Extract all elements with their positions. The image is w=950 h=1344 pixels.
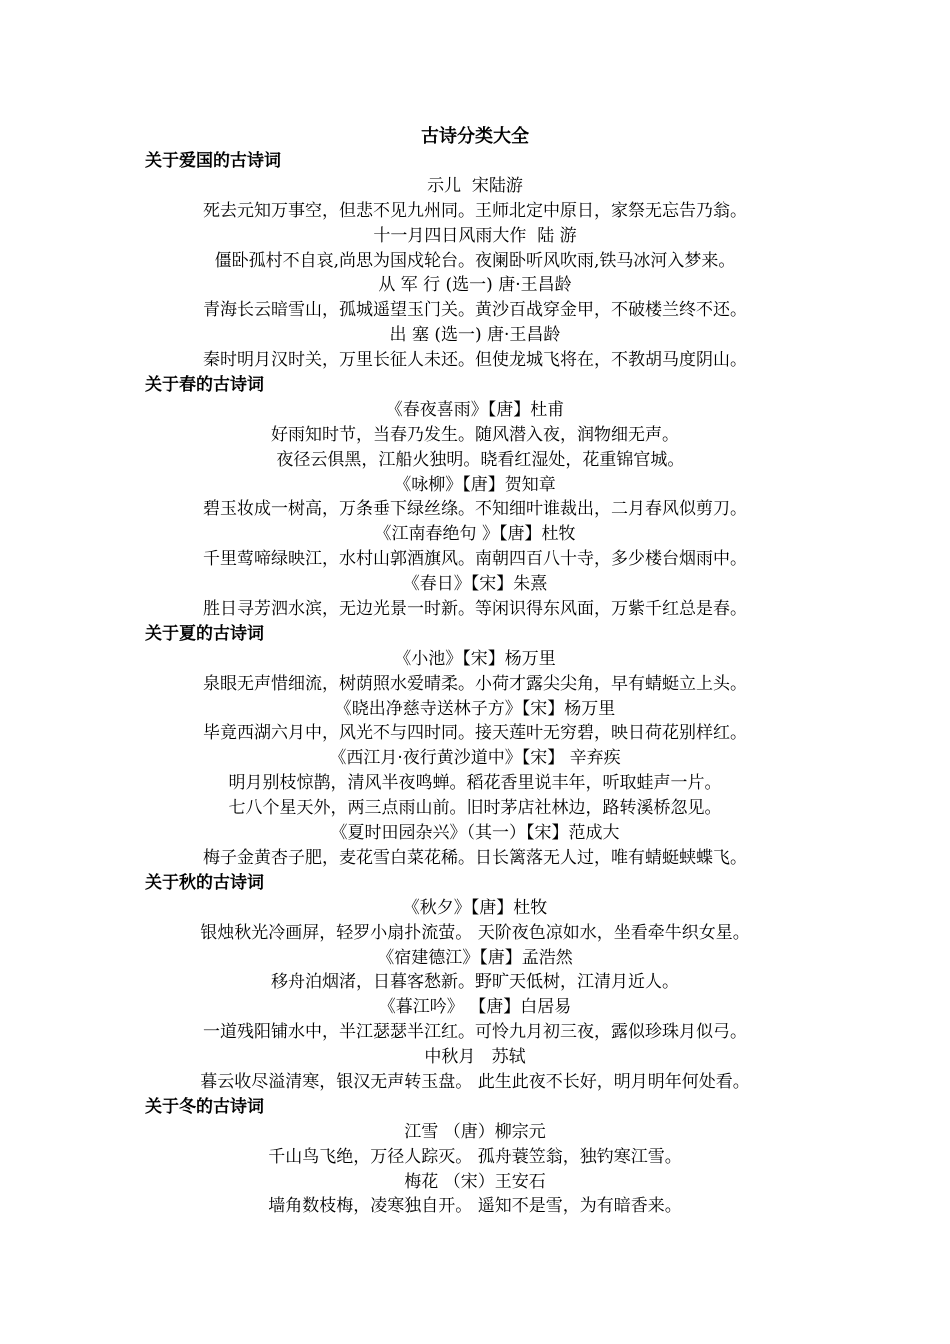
poem-title: 江雪 （唐）柳宗元 bbox=[404, 1121, 546, 1142]
poem-title: 《春夜喜雨》【唐】杜甫 bbox=[385, 399, 565, 420]
poem-verse: 一道残阳铺水中，半江瑟瑟半江红。可怜九月初三夜，露似珍珠月似弓。 bbox=[203, 1022, 747, 1043]
poem-list bbox=[145, 149, 805, 1219]
poem-verse: 千山鸟飞绝，万径人踪灭。 孤舟蓑笠翁，独钓寒江雪。 bbox=[268, 1146, 682, 1167]
poem-verse: 死去元知万事空，但悲不见九州同。王师北定中原日，家祭无忘告乃翁。 bbox=[203, 200, 747, 221]
poem-verse: 好雨知时节，当春乃发生。随风潜入夜，润物细无声。 bbox=[271, 424, 679, 445]
poem-verse: 银烛秋光冷画屏，轻罗小扇扑流萤。 天阶夜色凉如水，坐看牵牛织女星。 bbox=[200, 922, 750, 943]
poem-title: 《晓出净慈寺送林子方》【宋】杨万里 bbox=[334, 698, 616, 719]
poem-title: 示儿 宋陆游 bbox=[427, 175, 523, 196]
section-heading: 关于春的古诗词 bbox=[145, 375, 264, 396]
poem-title: 中秋月 苏轼 bbox=[424, 1047, 526, 1068]
poem-title: 出 塞 (选一) 唐·王昌龄 bbox=[389, 325, 561, 346]
poem-title: 十一月四日风雨大作 陆 游 bbox=[373, 225, 577, 246]
poem-title: 《小池》【宋】杨万里 bbox=[394, 648, 556, 669]
poem-title: 《春日》【宋】朱熹 bbox=[402, 574, 548, 595]
poem-title: 梅花 （宋）王安石 bbox=[404, 1171, 546, 1192]
page-title: 古诗分类大全 bbox=[421, 126, 529, 147]
poem-title: 从 军 行 (选一) 唐·王昌龄 bbox=[378, 275, 572, 296]
poem-verse: 秦时明月汉时关，万里长征人未还。但使龙城飞将在，不教胡马度阴山。 bbox=[203, 350, 747, 371]
poem-verse: 明月别枝惊鹊，清风半夜鸣蝉。稻花香里说丰年，听取蛙声一片。 bbox=[228, 773, 722, 794]
poem-verse: 夜径云俱黑，江船火独明。晓看红湿处，花重锦官城。 bbox=[265, 449, 685, 470]
poem-verse: 毕竟西湖六月中，风光不与四时同。接天莲叶无穷碧，映日荷花别样红。 bbox=[203, 723, 747, 744]
poem-verse: 僵卧孤村不自哀,尚思为国戍轮台。夜阑卧听风吹雨,铁马冰河入梦来。 bbox=[214, 250, 736, 271]
poem-verse: 碧玉妆成一树高，万条垂下绿丝绦。不知细叶谁裁出，二月春风似剪刀。 bbox=[203, 499, 747, 520]
poem-verse: 梅子金黄杏子肥，麦花雪白菜花稀。日长篱落无人过，唯有蜻蜓蛱蝶飞。 bbox=[203, 847, 747, 868]
poem-verse: 胜日寻芳泗水滨，无边光景一时新。等闲识得东风面，万紫千红总是春。 bbox=[203, 599, 747, 620]
section-heading: 关于秋的古诗词 bbox=[145, 872, 264, 893]
section-heading: 关于冬的古诗词 bbox=[145, 1096, 264, 1117]
section-heading: 关于夏的古诗词 bbox=[145, 623, 264, 644]
poem-title: 《暮江吟》 【唐】白居易 bbox=[378, 997, 572, 1018]
poem-verse: 千里莺啼绿映江，水村山郭酒旗风。南朝四百八十寺，多少楼台烟雨中。 bbox=[203, 549, 747, 570]
poem-title: 《宿建德江》【唐】孟浩然 bbox=[377, 947, 573, 968]
poem-verse: 七八个星天外，两三点雨山前。旧时茅店社林边，路转溪桥忽见。 bbox=[228, 798, 722, 819]
poem-title: 《江南春绝句 》【唐】杜牧 bbox=[374, 524, 576, 545]
poem-title: 《西江月·夜行黄沙道中》【宋】 辛弃疾 bbox=[329, 748, 621, 769]
poem-verse: 墙角数枝梅，凌寒独自开。 遥知不是雪，为有暗香来。 bbox=[268, 1196, 682, 1217]
poem-title: 《夏时田园杂兴》（其一）【宋】范成大 bbox=[330, 823, 620, 844]
poem-verse: 泉眼无声惜细流，树荫照水爱晴柔。小荷才露尖尖角，早有蜻蜓立上头。 bbox=[203, 673, 747, 694]
section-heading: 关于爱国的古诗词 bbox=[145, 151, 281, 171]
poem-verse: 青海长云暗雪山，孤城遥望玉门关。黄沙百战穿金甲，不破楼兰终不还。 bbox=[203, 300, 747, 321]
poem-title: 《秋夕》【唐】杜牧 bbox=[402, 897, 548, 918]
poem-verse: 暮云收尽溢清寒，银汉无声转玉盘。 此生此夜不长好，明月明年何处看。 bbox=[200, 1071, 750, 1092]
poem-title: 《咏柳》【唐】贺知章 bbox=[394, 474, 556, 495]
poem-verse: 移舟泊烟渚，日暮客愁新。野旷天低树，江清月近人。 bbox=[271, 972, 679, 993]
